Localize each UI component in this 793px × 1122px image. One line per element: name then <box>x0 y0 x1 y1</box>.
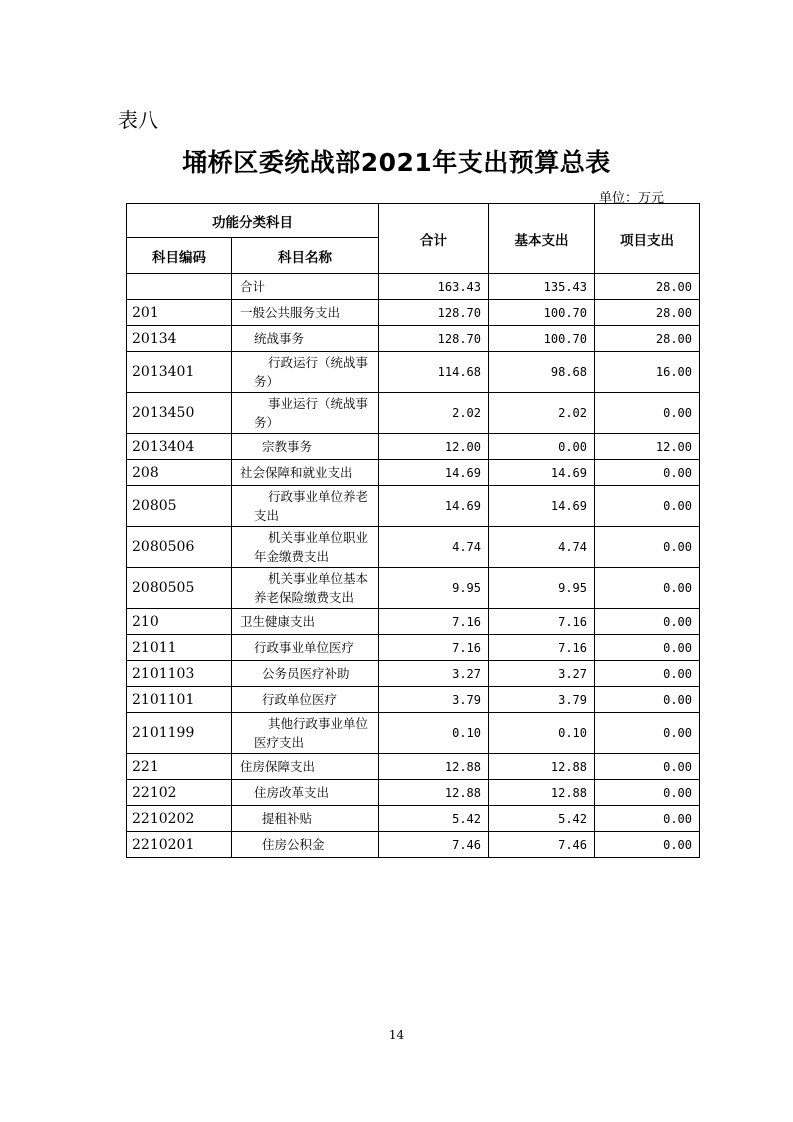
table-row <box>127 326 700 352</box>
basic-expenditure-cell: 0.00 <box>489 434 595 460</box>
subject-name-cell: 提租补贴 <box>232 806 379 832</box>
project-expenditure-cell: 16.00 <box>595 352 700 393</box>
subject-code-cell: 2013401 <box>127 352 232 393</box>
total-cell: 12.88 <box>379 780 489 806</box>
subject-name-cell: 公务员医疗补助 <box>232 661 379 687</box>
subject-name-cell: 宗教事务 <box>232 434 379 460</box>
subject-code-cell: 201 <box>127 300 232 326</box>
subject-code-cell: 2101199 <box>127 713 232 754</box>
subject-name-cell: 合计 <box>232 274 379 300</box>
table-row <box>127 460 700 486</box>
total-cell: 12.00 <box>379 434 489 460</box>
table-label: 表八 <box>118 108 158 132</box>
project-expenditure-cell: 0.00 <box>595 661 700 687</box>
project-expenditure-cell: 28.00 <box>595 326 700 352</box>
table-row <box>127 832 700 858</box>
project-expenditure-cell: 0.00 <box>595 713 700 754</box>
subject-code-cell: 221 <box>127 754 232 780</box>
table-row <box>127 713 700 754</box>
table-row <box>127 352 700 393</box>
basic-expenditure-cell: 100.70 <box>489 326 595 352</box>
header-total: 合计 <box>379 204 489 274</box>
project-expenditure-cell: 0.00 <box>595 687 700 713</box>
subject-code-cell: 210 <box>127 609 232 635</box>
project-expenditure-cell: 28.00 <box>595 300 700 326</box>
subject-name-cell: 一般公共服务支出 <box>232 300 379 326</box>
basic-expenditure-cell: 2.02 <box>489 393 595 434</box>
subject-code-cell: 2013450 <box>127 393 232 434</box>
total-cell: 7.46 <box>379 832 489 858</box>
table-row <box>127 274 700 300</box>
subject-name-cell: 事业运行（统战事务） <box>232 393 379 434</box>
header-basic-expenditure: 基本支出 <box>489 204 595 274</box>
table-row <box>127 568 700 609</box>
table-row <box>127 609 700 635</box>
total-cell: 0.10 <box>379 713 489 754</box>
subject-name-cell: 行政运行（统战事务） <box>232 352 379 393</box>
subject-name-cell: 行政单位医疗 <box>232 687 379 713</box>
total-cell: 14.69 <box>379 486 489 527</box>
table-body <box>127 274 700 858</box>
basic-expenditure-cell: 12.88 <box>489 780 595 806</box>
total-cell: 114.68 <box>379 352 489 393</box>
project-expenditure-cell: 12.00 <box>595 434 700 460</box>
unit-label: 单位：万元 <box>599 191 665 206</box>
table-row <box>127 393 700 434</box>
table-row <box>127 780 700 806</box>
subject-name-cell: 住房改革支出 <box>232 780 379 806</box>
basic-expenditure-cell: 9.95 <box>489 568 595 609</box>
document-title: 埇桥区委统战部2021年支出预算总表 <box>182 148 611 177</box>
subject-code-cell: 2101103 <box>127 661 232 687</box>
project-expenditure-cell: 0.00 <box>595 832 700 858</box>
budget-table <box>126 203 700 858</box>
subject-name-cell: 住房公积金 <box>232 832 379 858</box>
subject-name-cell: 机关事业单位基本养老保险缴费支出 <box>232 568 379 609</box>
project-expenditure-cell: 0.00 <box>595 806 700 832</box>
total-cell: 163.43 <box>379 274 489 300</box>
total-cell: 128.70 <box>379 326 489 352</box>
subject-name-cell: 行政事业单位养老支出 <box>232 486 379 527</box>
project-expenditure-cell: 0.00 <box>595 460 700 486</box>
total-cell: 3.27 <box>379 661 489 687</box>
project-expenditure-cell: 0.00 <box>595 486 700 527</box>
header-subject-name: 科目名称 <box>232 238 379 274</box>
project-expenditure-cell: 0.00 <box>595 568 700 609</box>
project-expenditure-cell: 0.00 <box>595 609 700 635</box>
basic-expenditure-cell: 3.27 <box>489 661 595 687</box>
basic-expenditure-cell: 0.10 <box>489 713 595 754</box>
header-project-expenditure: 项目支出 <box>595 204 700 274</box>
table-row <box>127 754 700 780</box>
subject-code-cell: 2080505 <box>127 568 232 609</box>
subject-code-cell: 2080506 <box>127 527 232 568</box>
basic-expenditure-cell: 3.79 <box>489 687 595 713</box>
basic-expenditure-cell: 100.70 <box>489 300 595 326</box>
total-cell: 7.16 <box>379 635 489 661</box>
subject-code-cell: 2210201 <box>127 832 232 858</box>
subject-code-cell: 2013404 <box>127 434 232 460</box>
table-row <box>127 527 700 568</box>
total-cell: 2.02 <box>379 393 489 434</box>
total-cell: 12.88 <box>379 754 489 780</box>
subject-code-cell: 2101101 <box>127 687 232 713</box>
project-expenditure-cell: 0.00 <box>595 527 700 568</box>
project-expenditure-cell: 0.00 <box>595 754 700 780</box>
table-row <box>127 486 700 527</box>
total-cell: 5.42 <box>379 806 489 832</box>
basic-expenditure-cell: 98.68 <box>489 352 595 393</box>
table-row <box>127 300 700 326</box>
table-row <box>127 635 700 661</box>
table-row <box>127 806 700 832</box>
project-expenditure-cell: 0.00 <box>595 780 700 806</box>
subject-name-cell: 卫生健康支出 <box>232 609 379 635</box>
subject-name-cell: 行政事业单位医疗 <box>232 635 379 661</box>
project-expenditure-cell: 0.00 <box>595 635 700 661</box>
subject-name-cell: 住房保障支出 <box>232 754 379 780</box>
subject-code-cell: 208 <box>127 460 232 486</box>
subject-name-cell: 其他行政事业单位医疗支出 <box>232 713 379 754</box>
table-row <box>127 661 700 687</box>
subject-code-cell: 21011 <box>127 635 232 661</box>
subject-code-cell: 22102 <box>127 780 232 806</box>
subject-name-cell: 统战事务 <box>232 326 379 352</box>
basic-expenditure-cell: 5.42 <box>489 806 595 832</box>
table-row <box>127 687 700 713</box>
basic-expenditure-cell: 14.69 <box>489 460 595 486</box>
subject-code-cell: 2210202 <box>127 806 232 832</box>
table-row <box>127 434 700 460</box>
subject-name-cell: 社会保障和就业支出 <box>232 460 379 486</box>
basic-expenditure-cell: 14.69 <box>489 486 595 527</box>
subject-code-cell <box>127 274 232 300</box>
page-number: 14 <box>388 1028 405 1042</box>
subject-code-cell: 20134 <box>127 326 232 352</box>
project-expenditure-cell: 0.00 <box>595 393 700 434</box>
subject-name-cell: 机关事业单位职业年金缴费支出 <box>232 527 379 568</box>
project-expenditure-cell: 28.00 <box>595 274 700 300</box>
basic-expenditure-cell: 4.74 <box>489 527 595 568</box>
basic-expenditure-cell: 7.16 <box>489 609 595 635</box>
total-cell: 9.95 <box>379 568 489 609</box>
header-subject-code: 科目编码 <box>127 238 232 274</box>
total-cell: 128.70 <box>379 300 489 326</box>
total-cell: 14.69 <box>379 460 489 486</box>
basic-expenditure-cell: 12.88 <box>489 754 595 780</box>
total-cell: 7.16 <box>379 609 489 635</box>
subject-code-cell: 20805 <box>127 486 232 527</box>
total-cell: 4.74 <box>379 527 489 568</box>
basic-expenditure-cell: 7.46 <box>489 832 595 858</box>
basic-expenditure-cell: 135.43 <box>489 274 595 300</box>
basic-expenditure-cell: 7.16 <box>489 635 595 661</box>
header-functional-category: 功能分类科目 <box>127 204 379 238</box>
total-cell: 3.79 <box>379 687 489 713</box>
